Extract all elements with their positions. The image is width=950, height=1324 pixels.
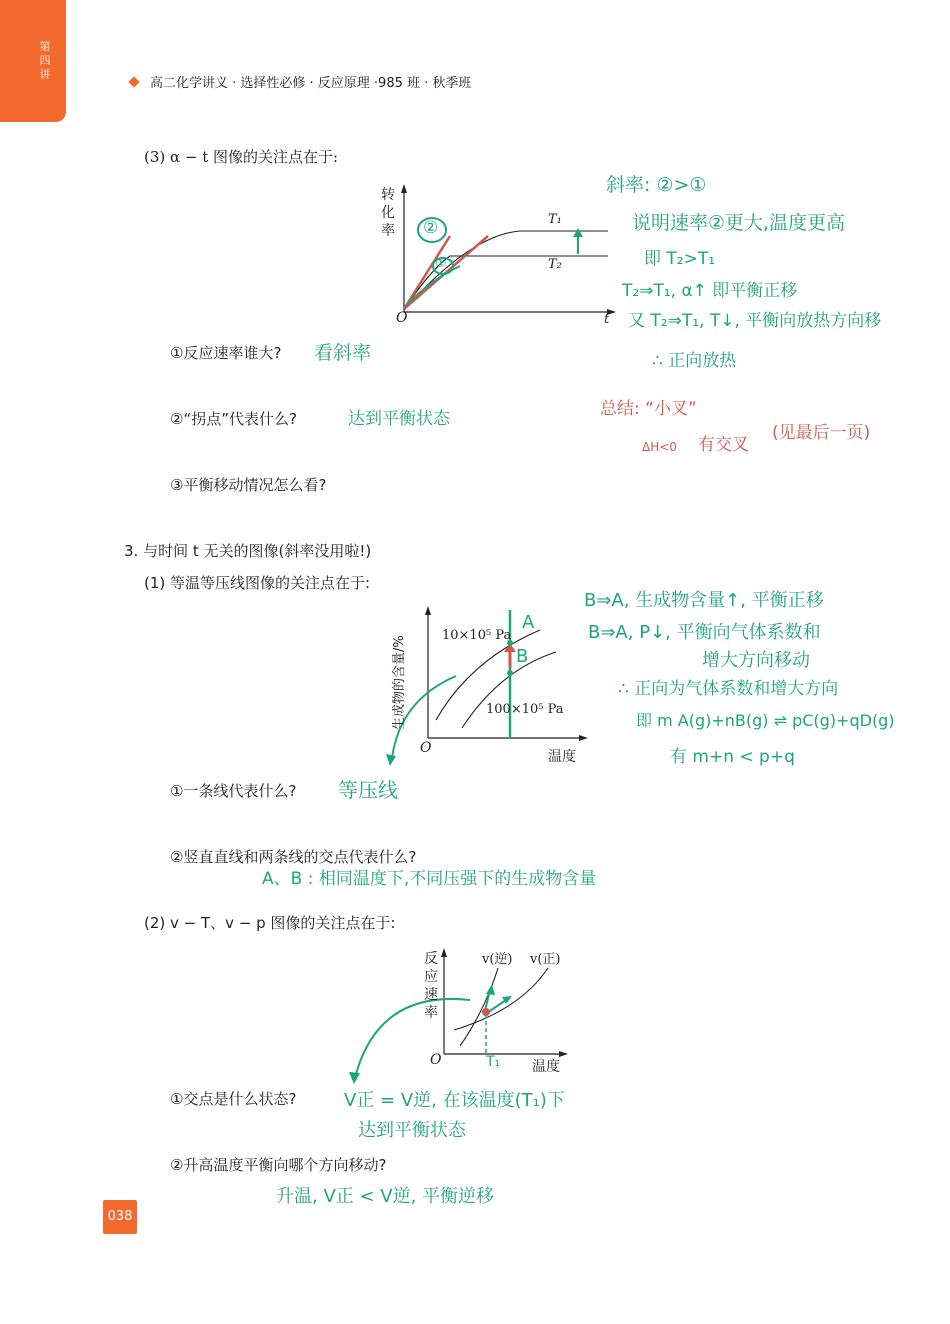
point-b: B xyxy=(516,646,529,667)
mark-1: ① xyxy=(435,256,447,271)
summary-cross: 有交叉 xyxy=(698,435,749,455)
question-isobar: ①一条线代表什么? xyxy=(170,782,297,800)
chapter-tab-label: 第 四 讲 xyxy=(39,40,51,81)
question-turning-point: ②“拐点”代表什么? xyxy=(170,410,297,428)
chart1-xlabel: t xyxy=(604,312,610,327)
note-b-a-2: B⇒A, P↓, 平衡向气体系数和 xyxy=(588,622,821,643)
note-inequality: 有 m+n < p+q xyxy=(670,747,795,767)
answer-state-1: V正 = V逆, 在该温度(T₁)下 xyxy=(344,1090,565,1111)
chart2-origin: O xyxy=(420,740,432,756)
sub1-heading: (1) 等温等压线图像的关注点在于: xyxy=(144,574,371,592)
mark-2: ② xyxy=(423,218,439,238)
chart1-ylabel: 转 化 率 xyxy=(381,187,395,239)
answer-turning-point: 达到平衡状态 xyxy=(348,409,450,429)
chart3-origin: O xyxy=(430,1052,442,1068)
alpha-t-chart xyxy=(401,184,616,315)
v-rev-label: v(逆) xyxy=(482,952,513,967)
note-b-a-1: B⇒A, 生成物含量↑, 平衡正移 xyxy=(584,590,824,611)
y-axis-arrow xyxy=(401,184,407,193)
question-shift: ③平衡移动情况怎么看? xyxy=(170,476,327,494)
question-rate: ①反应速率谁大? xyxy=(170,344,282,362)
chart2-ylabel: 生成物的含量/% xyxy=(392,635,407,730)
summary-title: 总结: “小叉” xyxy=(600,399,697,419)
question-intersection-state: ①交点是什么状态? xyxy=(170,1090,297,1108)
t1-mark: T₁ xyxy=(486,1054,501,1070)
answer-intersection: A、B : 相同温度下,不同压强下的生成物含量 xyxy=(262,869,597,889)
point-a: A xyxy=(522,612,535,633)
chart3-ylabel: 反 应 速 率 xyxy=(424,951,438,1021)
header-title: 高二化学讲义 · 选择性必修 · 反应原理 ·985 班 · 秋季班 xyxy=(150,76,472,91)
note-slope: 斜率: ②>① xyxy=(606,174,707,196)
answer-rate: 看斜率 xyxy=(314,342,372,364)
answer-state-2: 达到平衡状态 xyxy=(358,1120,466,1141)
note-shift: T₂⇒T₁, α↑ 即平衡正移 xyxy=(622,281,798,301)
note-temp: 即 T₂>T₁ xyxy=(644,249,716,269)
isobar-10-label: 10×10⁵ Pa xyxy=(442,628,512,643)
answer-isobar: 等压线 xyxy=(338,778,398,802)
note-conclusion-2: ∴ 正向为气体系数和增大方向 xyxy=(618,679,839,699)
note-conclusion: ∴ 正向放热 xyxy=(652,351,737,371)
chart2-xlabel: 温度 xyxy=(548,749,576,765)
section-3-heading: 3. 与时间 t 无关的图像(斜率没用啦!) xyxy=(124,542,372,560)
note-exo: 又 T₂⇒T₁, T↓, 平衡向放热方向移 xyxy=(628,311,882,331)
summary-ref: (见最后一页) xyxy=(772,423,871,443)
curve-t2-label: T₂ xyxy=(548,257,562,272)
tangent-2 xyxy=(404,236,450,309)
question-heating: ②升高温度平衡向哪个方向移动? xyxy=(170,1156,387,1174)
curve-t1-label: T₁ xyxy=(548,212,562,227)
answer-heating: 升温, V正 < V逆, 平衡逆移 xyxy=(276,1186,495,1207)
note-b-a-3: 增大方向移动 xyxy=(702,650,810,671)
note-rate: 说明速率②更大,温度更高 xyxy=(632,212,846,234)
note-equation: 即 m A(g)+nB(g) ⇌ pC(g)+qD(g) xyxy=(636,711,895,730)
chart3-xlabel: 温度 xyxy=(532,1059,560,1075)
pointer-arrow-2 xyxy=(356,999,470,1074)
isobar-100-label: 100×10⁵ Pa xyxy=(486,702,564,717)
sub2-heading: (2) v − T、v − p 图像的关注点在于: xyxy=(144,914,396,932)
summary-dh: ΔH<0 xyxy=(642,440,677,454)
section-heading: (3) α − t 图像的关注点在于: xyxy=(144,148,339,166)
page-number: 038 xyxy=(103,1200,137,1234)
question-intersection: ②竖直直线和两条线的交点代表什么? xyxy=(170,848,417,866)
v-fwd-label: v(正) xyxy=(530,952,561,967)
chart1-origin: O xyxy=(396,310,408,326)
curve-v-rev xyxy=(460,968,498,1046)
